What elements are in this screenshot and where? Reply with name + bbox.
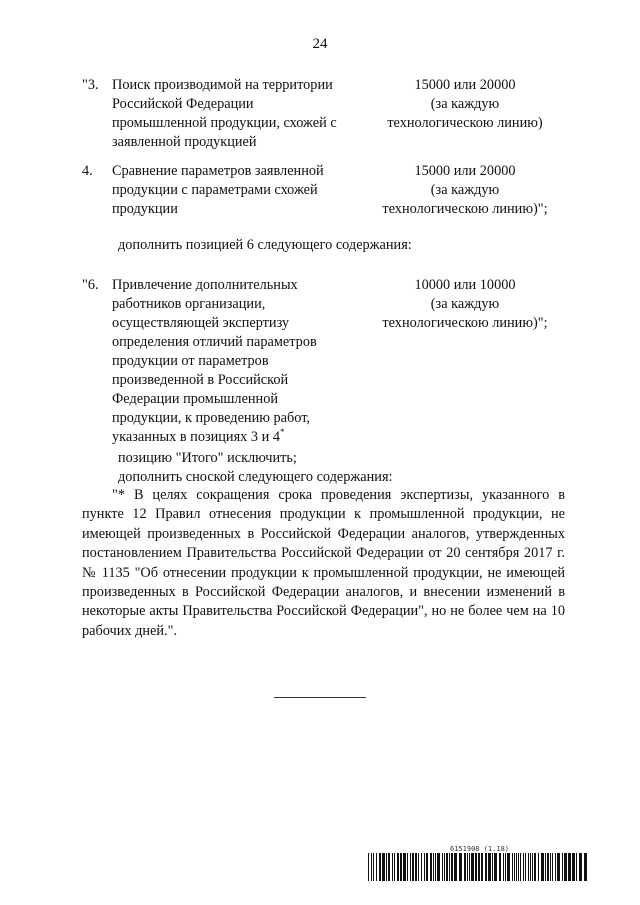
value-line: технологическою линию)";: [382, 201, 548, 217]
barcode-icon: [368, 853, 590, 881]
desc-line: Федерации промышленной: [112, 391, 279, 407]
addition-text: дополнить позицией 6 следующего содержания:: [118, 237, 412, 253]
table-row-3: [0, 76, 640, 156]
item-value: [365, 162, 565, 219]
value-line: 10000 или 10000: [414, 277, 516, 293]
desc-line: [112, 428, 377, 447]
desc-line: продукции от параметров: [112, 353, 269, 369]
table-row-4: [0, 162, 640, 222]
item-number: "3.: [82, 77, 99, 93]
desc-line: осуществляющей экспертизу: [112, 315, 290, 331]
table-row-6: [0, 276, 640, 451]
value-line: (за каждую: [430, 296, 500, 312]
item-number: 4.: [82, 163, 93, 179]
item-description: [112, 276, 377, 447]
item-description: [112, 162, 377, 219]
item-value: [365, 276, 565, 333]
desc-line: произведенной в Российской: [112, 372, 289, 388]
desc-line: продукции с параметрами схожей: [112, 182, 318, 198]
footnote-text: "* В целях сокращения срока проведения экспертизы, указанного в пункте 12 Правил отнесения продукции к промышленной продукции, не имеющей произведенных в Российской Федерации аналогов, утвержденных постановлением Правительства Российской Федерации от 20 сентября 2017 г. № 1135 "Об отнесении продукции к промышленной продукции, не имеющей произведенных в Российской Федерации аналогов, и внесении изменений в некоторые акты Правительства Российской Федерации", но не более чем на 10 рабочих дней.".: [82, 487, 565, 639]
desc-line: заявленной продукцией: [112, 134, 257, 150]
footnote-intro: дополнить сноской следующего содержания:: [118, 469, 393, 485]
item-description: [112, 76, 377, 152]
divider: [274, 697, 366, 698]
value-line: технологическою линию): [387, 115, 543, 131]
desc-line: определения отличий параметров: [112, 334, 317, 350]
desc-line-text: указанных в позициях 3 и 4: [112, 429, 280, 445]
value-line: технологическою линию)";: [382, 315, 548, 331]
value-line: 15000 или 20000: [414, 77, 516, 93]
footnote-paragraph: [82, 486, 565, 641]
value-line: (за каждую: [430, 182, 500, 198]
desc-line: продукции, к проведению работ,: [112, 410, 310, 426]
desc-line: Привлечение дополнительных: [112, 277, 298, 293]
value-line: (за каждую: [430, 96, 500, 112]
desc-line: Поиск производимой на территории: [112, 77, 333, 93]
item-number: "6.: [82, 277, 99, 293]
desc-line: работников организации,: [112, 296, 266, 312]
page-number: 24: [312, 36, 328, 52]
desc-line: промышленной продукции, схожей с: [112, 115, 337, 131]
item-value: [365, 76, 565, 133]
desc-line: Российской Федерации: [112, 96, 254, 112]
desc-line: продукции: [112, 201, 178, 217]
exclude-text: позицию "Итого" исключить;: [118, 450, 297, 466]
footnote-marker: *: [279, 427, 285, 438]
desc-line: Сравнение параметров заявленной: [112, 163, 324, 179]
document-code: 6151908 (1.18): [450, 845, 510, 853]
value-line: 15000 или 20000: [414, 163, 516, 179]
